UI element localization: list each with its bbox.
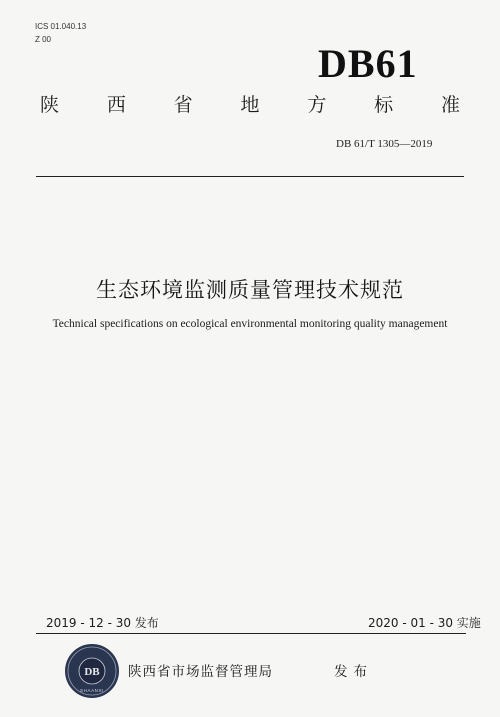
standard-category-char: 省 [173, 94, 193, 116]
standard-category-char: 地 [240, 94, 260, 116]
standard-category-char: 准 [440, 94, 460, 116]
document-title-english: Technical specifications on ecological environmental monitoring quality management [52, 318, 448, 330]
svg-text:SHAANXI: SHAANXI [80, 688, 104, 693]
standard-category-char: 标 [374, 94, 394, 116]
implementation-date: 2020 - 01 - 30 实施 [368, 616, 481, 630]
document-title-chinese: 生态环境监测质量管理技术规范 [96, 278, 404, 302]
ics-code: ICS 01.040.13 [35, 22, 87, 31]
standard-category-char: 西 [106, 94, 126, 116]
issuer-seal-icon [64, 643, 120, 699]
issue-date: 2019 - 12 - 30 发布 [46, 616, 159, 630]
standard-category-char: 方 [307, 94, 327, 116]
standard-number: DB 61/T 1305—2019 [336, 138, 433, 150]
db-mark: DB61 [318, 41, 418, 86]
top-divider [36, 176, 464, 177]
svg-text:DB: DB [84, 666, 100, 678]
standard-category-char: 陕 [40, 94, 60, 116]
ccs-code: Z 00 [35, 35, 52, 44]
issuing-authority: 陕西省市场监督管理局 [128, 664, 273, 680]
bottom-divider [36, 633, 466, 634]
standard-category-title [40, 90, 460, 117]
issuing-label: 发布 [334, 664, 373, 680]
